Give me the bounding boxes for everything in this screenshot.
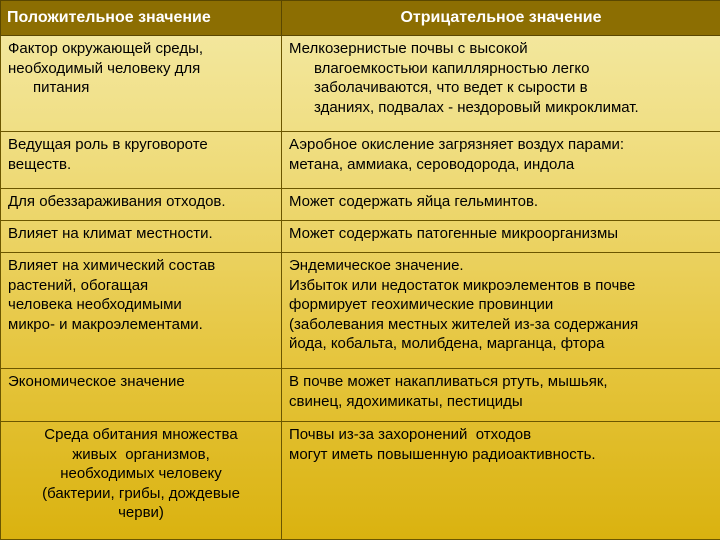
header-negative: Отрицательное значение	[282, 1, 720, 36]
table-row	[1, 422, 720, 540]
table-row	[1, 369, 720, 422]
negative-cell: Может содержать патогенные микроорганизмы	[282, 221, 720, 253]
positive-cell: Для обеззараживания отходов.	[1, 189, 282, 221]
positive-cell: Влияет на химический состав растений, обогащая человека необходимыми микро- и макроэлементами.	[1, 253, 282, 369]
negative-cell: В почве может накапливаться ртуть, мышьяк, свинец, ядохимикаты, пестициды	[282, 369, 720, 422]
positive-cell: Среда обитания множества живых организмов, необходимых человеку (бактерии, грибы, дождевые черви)	[1, 422, 282, 540]
table-row	[1, 132, 720, 189]
negative-cell: Мелкозернистые почвы с высокой влагоемкостьюи капиллярностью легко заболачиваются, что ведет к сырости в зданиях, подвалах - нездоровый микроклимат.	[282, 36, 720, 132]
table-row	[1, 253, 720, 369]
header-positive: Положительное значение	[1, 1, 282, 36]
negative-cell: Эндемическое значение. Избыток или недостаток микроэлементов в почве формирует геохимические провинции (заболевания местных жителей из-за содержания йода, кобальта, молибдена, марганца, фтора	[282, 253, 720, 369]
table-row	[1, 221, 720, 253]
table-row	[1, 189, 720, 221]
positive-cell: Экономическое значение	[1, 369, 282, 422]
positive-cell: Фактор окружающей среды, необходимый человеку для питания	[1, 36, 282, 132]
negative-cell: Почвы из-за захоронений отходов могут иметь повышенную радиоактивность.	[282, 422, 720, 540]
table-row	[1, 36, 720, 132]
positive-cell: Ведущая роль в круговороте веществ.	[1, 132, 282, 189]
positive-cell: Влияет на климат местности.	[1, 221, 282, 253]
negative-cell: Может содержать яйца гельминтов.	[282, 189, 720, 221]
negative-cell: Аэробное окисление загрязняет воздух парами: метана, аммиака, сероводорода, индола	[282, 132, 720, 189]
header-row	[1, 1, 720, 36]
